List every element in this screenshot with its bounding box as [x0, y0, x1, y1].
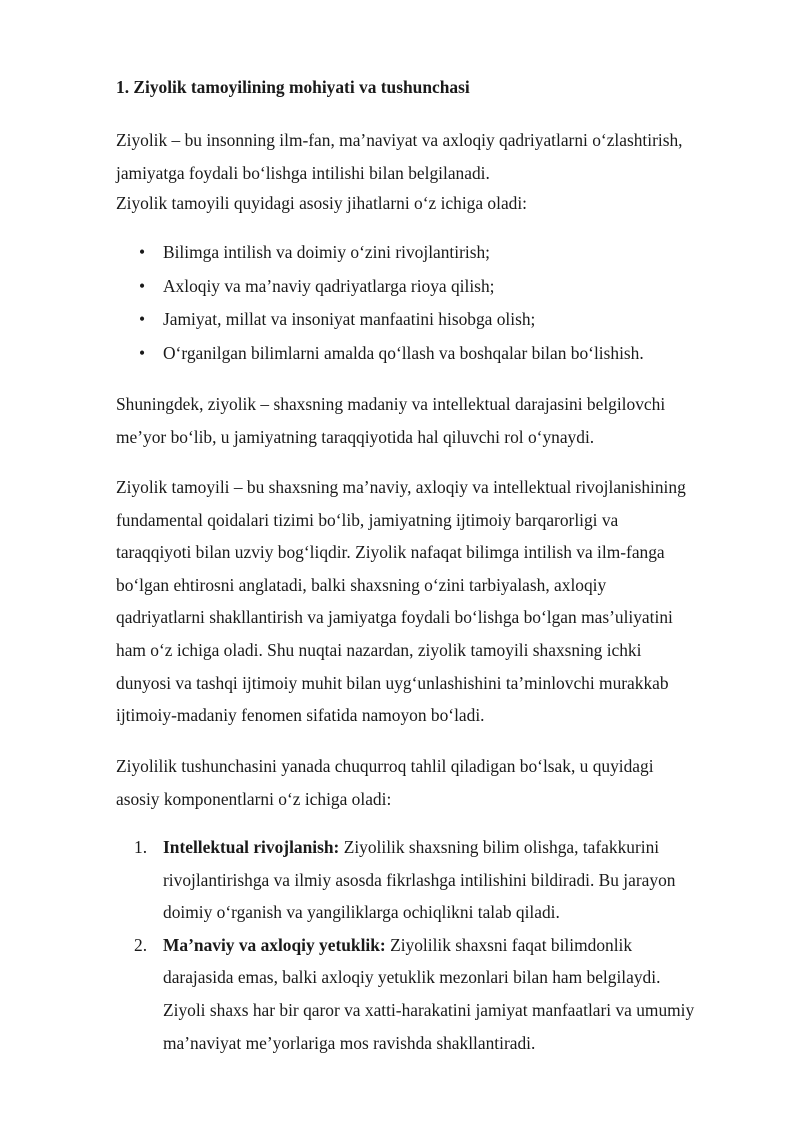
- component-text: doimiy o‘rganish va yangiliklarga ochiqlikni talab qiladi.: [163, 902, 560, 923]
- paragraph-line: taraqqiyoti bilan uzviy bog‘liqdir. Ziyolik nafaqat bilimga intilish va ilm-fanga: [116, 542, 665, 563]
- paragraph-line: ham o‘z ichiga oladi. Shu nuqtai nazardan, ziyolik tamoyili shaxsning ichki: [116, 639, 642, 660]
- component-text: Ziyoli shaxs har bir qaror va xatti-harakatini jamiyat manfaatlari va umumiy: [163, 999, 695, 1020]
- paragraph-3: [116, 471, 756, 732]
- paragraph-line: bo‘lgan ehtirosni anglatadi, balki shaxsning o‘zini tarbiyalash, axloqiy: [116, 574, 607, 595]
- paragraph-4: [116, 750, 756, 815]
- component-text: darajasida emas, balki axloqiy yetuklik mezonlari bilan ham belgilaydi.: [163, 967, 661, 988]
- list-number: 1.: [134, 837, 148, 857]
- intro-line: jamiyatga foydali bo‘lishga intilishi bilan belgilanadi.: [116, 162, 490, 183]
- component-text: rivojlantirishga va ilmiy asosda fikrlashga intilishini bildiradi. Bu jarayon: [163, 869, 676, 890]
- components-list: [116, 831, 746, 1059]
- component-item: [116, 831, 746, 929]
- paragraph-2: [116, 388, 756, 453]
- intro-line: Ziyolik – bu insonning ilm-fan, ma’naviyat va axloqiy qadriyatlarni o‘zlashtirish,: [116, 130, 683, 150]
- component-text: ma’naviyat me’yorlariga mos ravishda shakllantiradi.: [163, 1032, 536, 1053]
- bullet-item: • Bilimga intilish va doimiy o‘zini rivojlantirish;: [116, 236, 756, 270]
- paragraph-line: me’yor bo‘lib, u jamiyatning taraqqiyotida hal qiluvchi rol o‘ynaydi.: [116, 426, 595, 447]
- paragraph-line: ijtimoiy-madaniy fenomen sifatida namoyon bo‘ladi.: [116, 705, 485, 726]
- component-text: Ziyolilik shaxsni faqat bilimdonlik: [385, 934, 633, 955]
- paragraph-line: dunyosi va tashqi ijtimoiy muhit bilan uyg‘unlashishini ta’minlovchi murakkab: [116, 672, 669, 693]
- intro-paragraph: [116, 124, 756, 220]
- list-number: 2.: [134, 934, 148, 955]
- intro-line: Ziyolik tamoyili quyidagi asosiy jihatlarni o‘z ichiga oladi:: [116, 193, 528, 214]
- paragraph-line: asosiy komponentlarni o‘z ichiga oladi:: [116, 788, 392, 809]
- component-title: Ma’naviy va axloqiy yetuklik:: [163, 934, 386, 955]
- component-text: Ziyolilik shaxsning bilim olishga, tafakkurini: [339, 837, 660, 857]
- bullet-list: [116, 236, 756, 370]
- paragraph-line: fundamental qoidalari tizimi bo‘lib, jamiyatning ijtimoiy barqarorligi va: [116, 509, 619, 530]
- paragraph-line: qadriyatlarni shakllantirish va jamiyatga foydali bo‘lishga bo‘lgan mas’uliyatini: [116, 607, 673, 628]
- bullet-item: • Jamiyat, millat va insoniyat manfaatini hisobga olish;: [116, 303, 756, 337]
- section-heading: 1. Ziyolik tamoyilining mohiyati va tushunchasi: [116, 77, 470, 97]
- paragraph-line: Ziyolilik tushunchasini yanada chuqurroq tahlil qiladigan bo‘lsak, u quyidagi: [116, 756, 654, 776]
- bullet-item: • Axloqiy va ma’naviy qadriyatlarga rioya qilish;: [116, 270, 756, 304]
- paragraph-line: Shuningdek, ziyolik – shaxsning madaniy va intellektual darajasini belgilovchi: [116, 394, 666, 414]
- paragraph-line: Ziyolik tamoyili – bu shaxsning ma’naviy, axloqiy va intellektual rivojlanishining: [116, 477, 686, 497]
- component-title: Intellektual rivojlanish:: [163, 837, 340, 857]
- component-item: [116, 929, 746, 1059]
- bullet-item: • O‘rganilgan bilimlarni amalda qo‘llash va boshqalar bilan bo‘lishish.: [116, 337, 756, 371]
